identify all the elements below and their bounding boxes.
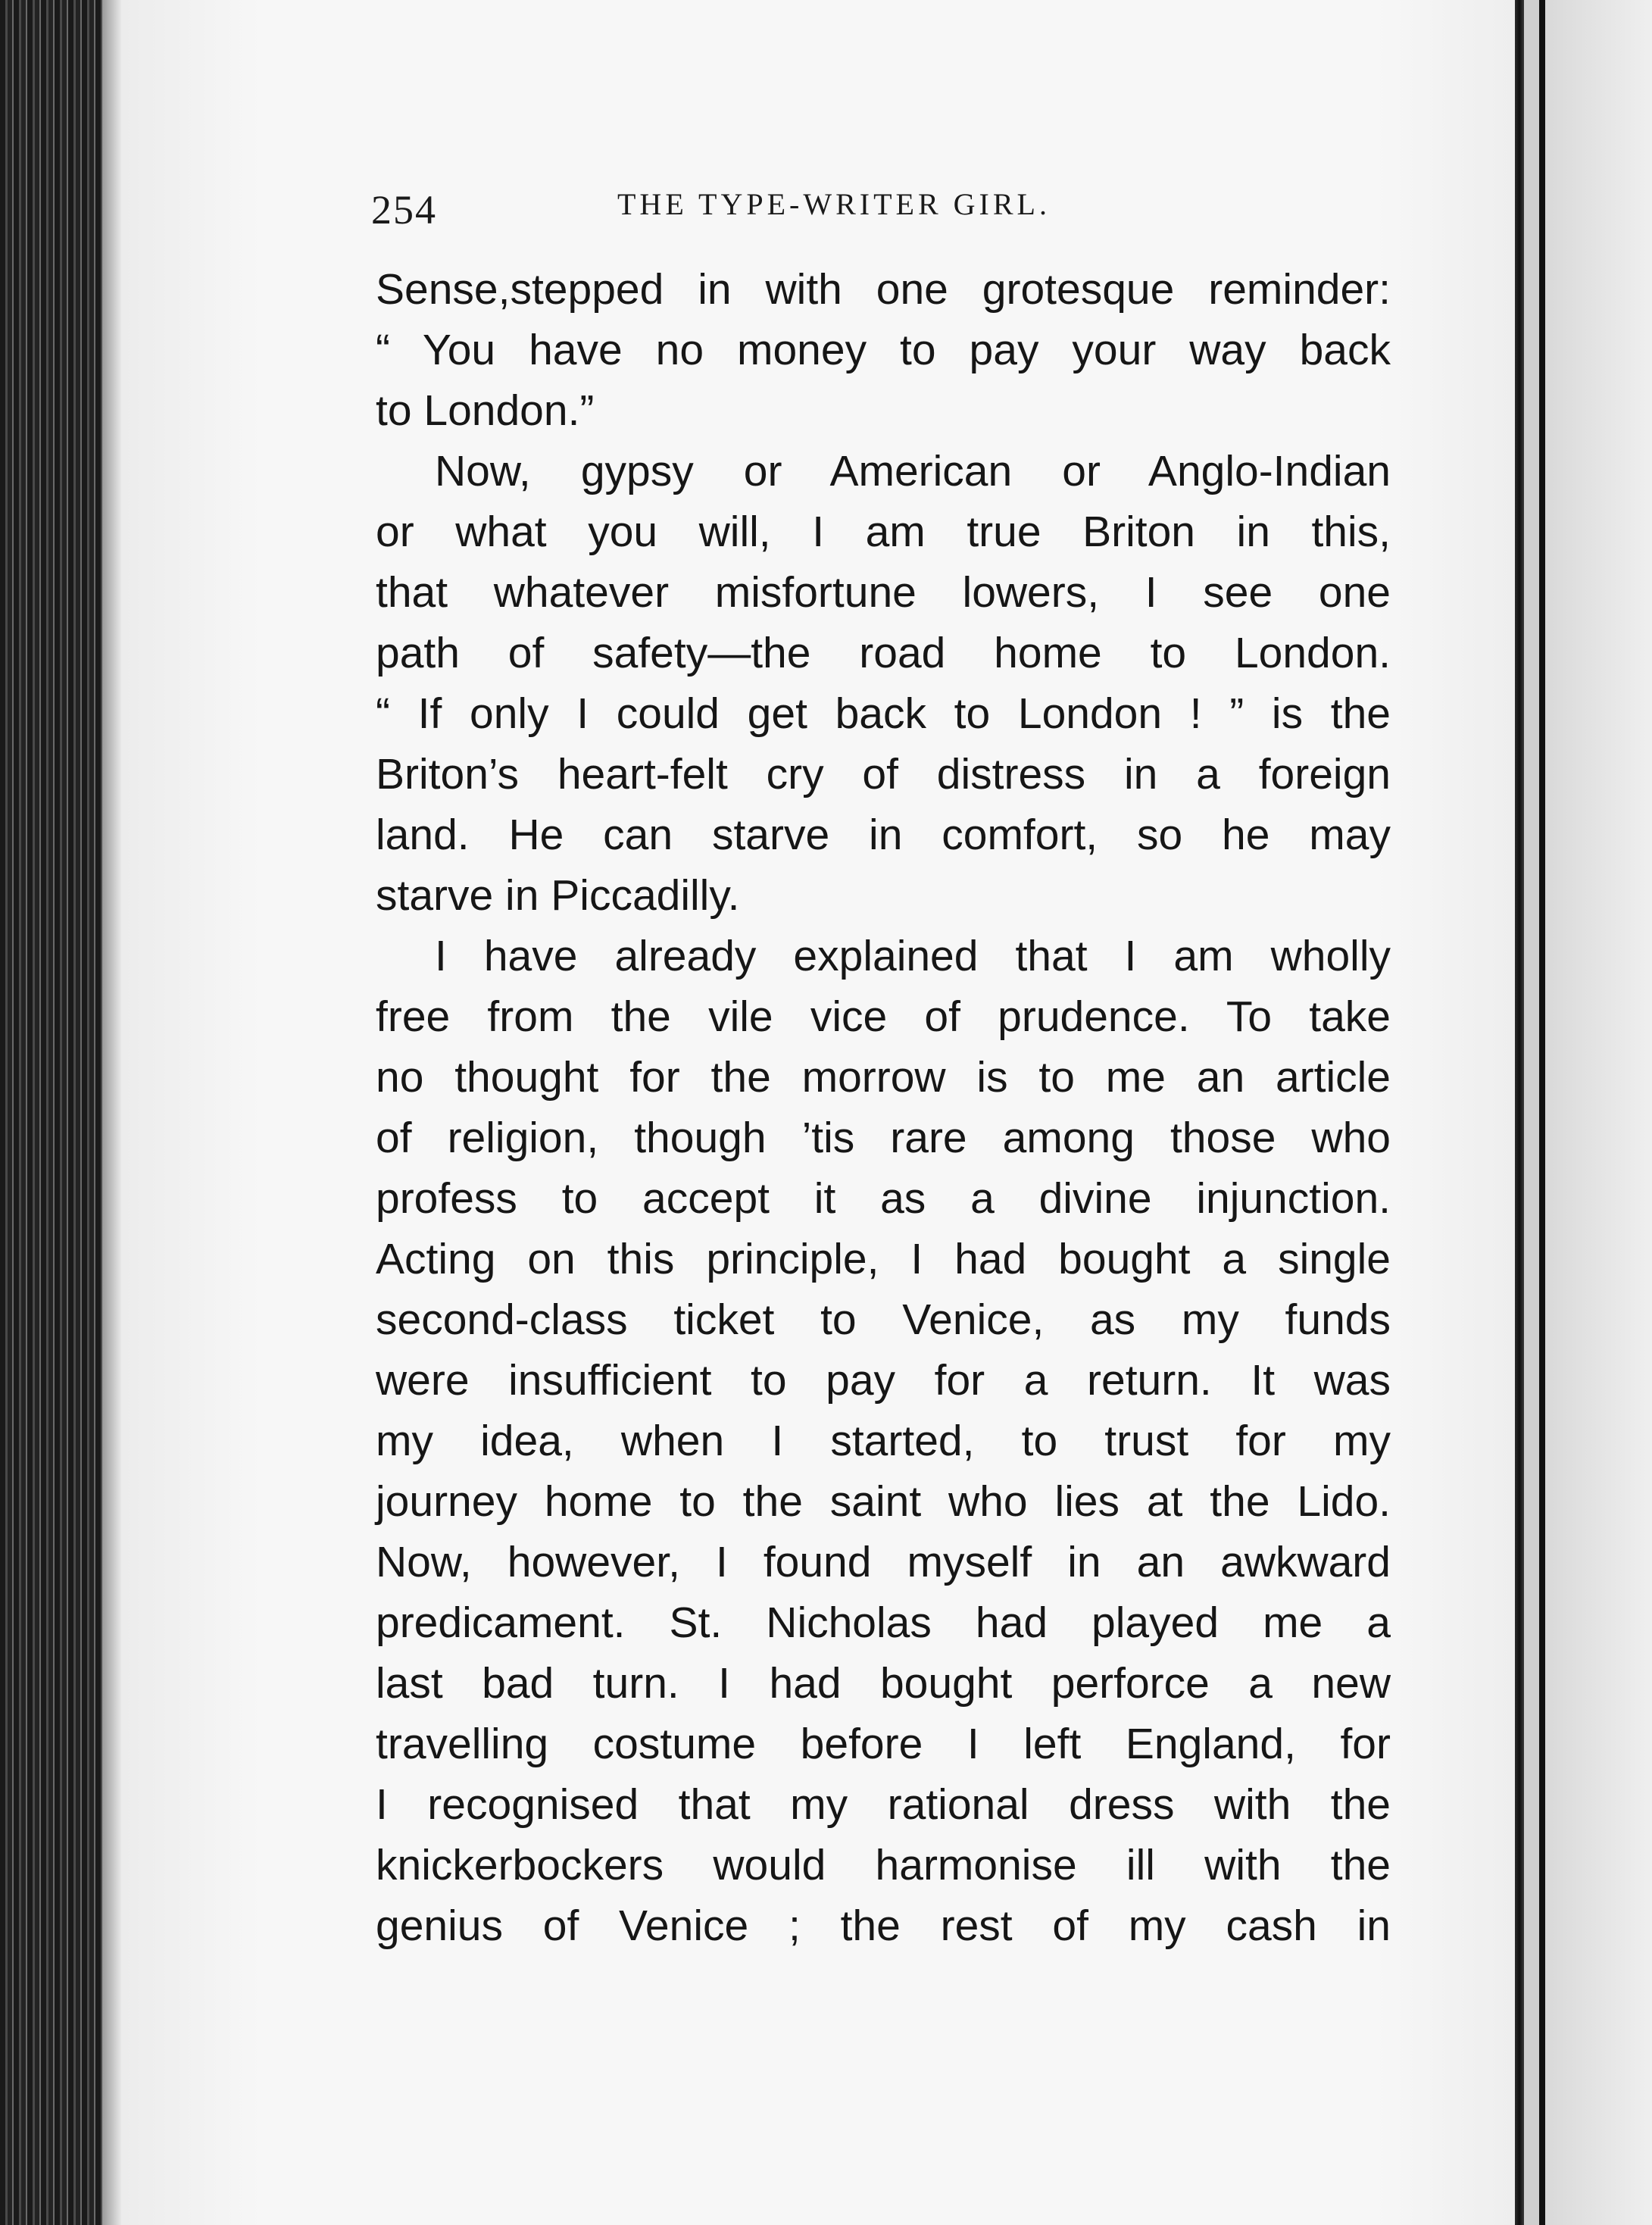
text-line: Sense,stepped in with one grotesque reminder:: [376, 265, 1391, 314]
text-line: Now, gypsy or American or Anglo-Indian: [435, 447, 1391, 495]
page-number: 254: [371, 187, 437, 233]
paragraph: [376, 441, 1391, 926]
paragraph: [376, 259, 1391, 441]
text-line: starve in Piccadilly.: [376, 871, 740, 920]
text-line: were insufficient to pay for a return. It was: [376, 1356, 1391, 1405]
text-line: I recognised that my rational dress with the: [376, 1780, 1391, 1829]
text-line: land. He can starve in comfort, so he may: [376, 811, 1391, 859]
body-text: [376, 259, 1391, 1956]
text-line: predicament. St. Nicholas had played me a: [376, 1598, 1391, 1647]
right-gutter-gap: [1524, 0, 1539, 2225]
text-line: or what you will, I am true Briton in this,: [376, 508, 1391, 556]
text-line: my idea, when I started, to trust for my: [376, 1417, 1391, 1465]
text-line: to London.”: [376, 386, 595, 435]
text-line: genius of Venice ; the rest of my cash in: [376, 1902, 1391, 1950]
text-line: last bad turn. I had bought perforce a new: [376, 1659, 1391, 1708]
text-line: journey home to the saint who lies at the Lido.: [376, 1477, 1391, 1526]
text-line: knickerbockers would harmonise ill with the: [376, 1841, 1391, 1889]
text-line: “ If only I could get back to London ! ” is the: [376, 689, 1391, 738]
right-spine-line: [1539, 0, 1545, 2225]
text-line: path of safety—the road home to London.: [376, 629, 1391, 677]
right-gutter-rule: [1515, 0, 1524, 2225]
spine-shadow: [102, 0, 121, 2225]
text-line: second-class ticket to Venice, as my funds: [376, 1295, 1391, 1344]
text-line: free from the vile vice of prudence. To take: [376, 992, 1391, 1041]
text-line: of religion, though ’tis rare among those who: [376, 1114, 1391, 1162]
text-line: “ You have no money to pay your way back: [376, 326, 1391, 374]
next-page-edge: [1545, 0, 1652, 2225]
text-line: that whatever misfortune lowers, I see one: [376, 568, 1391, 617]
running-head: THE TYPE-WRITER GIRL.: [617, 187, 1051, 221]
text-line: Now, however, I found myself in an awkward: [376, 1538, 1391, 1586]
text-line: no thought for the morrow is to me an article: [376, 1053, 1391, 1102]
text-line: profess to accept it as a divine injunction.: [376, 1174, 1391, 1223]
text-line: travelling costume before I left England, for: [376, 1720, 1391, 1768]
text-line: Briton’s heart-felt cry of distress in a foreign: [376, 750, 1391, 798]
text-line: I have already explained that I am wholly: [435, 932, 1391, 980]
page-header: [0, 0, 1652, 258]
book-spine-edge: [0, 0, 102, 2225]
text-line: Acting on this principle, I had bought a single: [376, 1235, 1391, 1283]
paragraph: [376, 926, 1391, 1956]
